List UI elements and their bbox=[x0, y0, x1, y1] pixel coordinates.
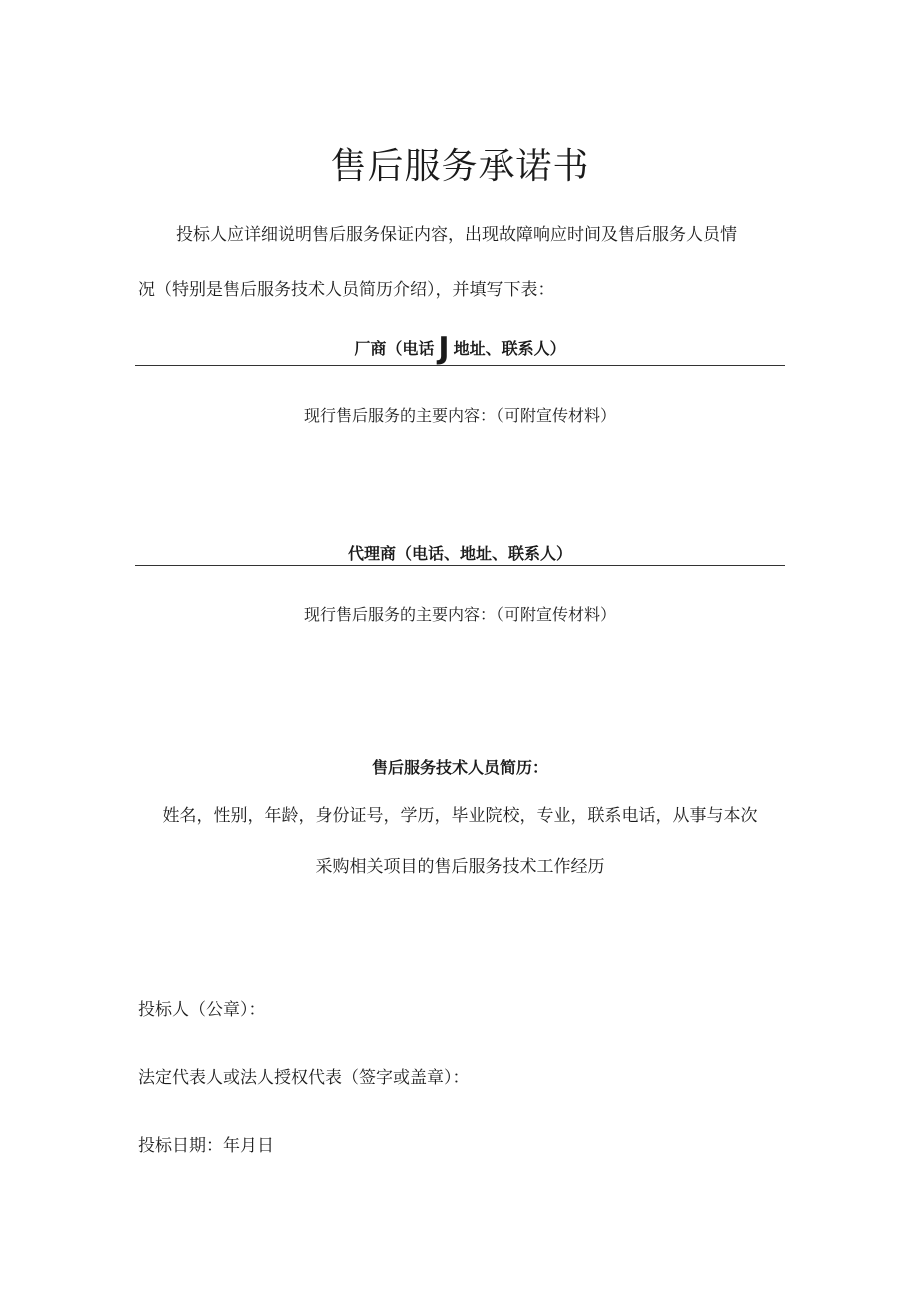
bid-date-label: 投标日期：年月日 bbox=[138, 1136, 274, 1156]
bidder-seal-label: 投标人（公章）： bbox=[138, 1000, 266, 1020]
manufacturer-heading bbox=[0, 331, 920, 366]
representative-signature-label: 法定代表人或法人授权代表（签字或盖章）： bbox=[138, 1068, 470, 1088]
technicians-resume-line-2: 采购相关项目的售后服务技术工作经历 bbox=[315, 857, 605, 877]
manufacturer-heading-suffix: 地址、联系人） bbox=[453, 339, 566, 358]
agent-divider bbox=[135, 565, 785, 566]
agent-service-content: 现行售后服务的主要内容：（可附宣传材料） bbox=[303, 605, 616, 624]
document-title: 售后服务承诺书 bbox=[330, 146, 590, 187]
manufacturer-heading-mark: J bbox=[438, 331, 450, 366]
manufacturer-service-content: 现行售后服务的主要内容：（可附宣传材料） bbox=[303, 406, 616, 425]
agent-heading: 代理商（电话、地址、联系人） bbox=[347, 544, 572, 563]
manufacturer-heading-prefix: 厂商（电话 bbox=[354, 339, 435, 358]
intro-paragraph-line-2: 况（特别是售后服务技术人员简历介绍），并填写下表： bbox=[138, 280, 555, 300]
intro-paragraph-line-1: 投标人应详细说明售后服务保证内容，出现故障响应时间及售后服务人员情 bbox=[176, 225, 737, 245]
manufacturer-divider bbox=[135, 365, 785, 366]
technicians-heading: 售后服务技术人员简历： bbox=[371, 758, 548, 777]
technicians-resume-line-1: 姓名，性别，年龄，身份证号，学历，毕业院校，专业，联系电话，从事与本次 bbox=[162, 806, 758, 826]
